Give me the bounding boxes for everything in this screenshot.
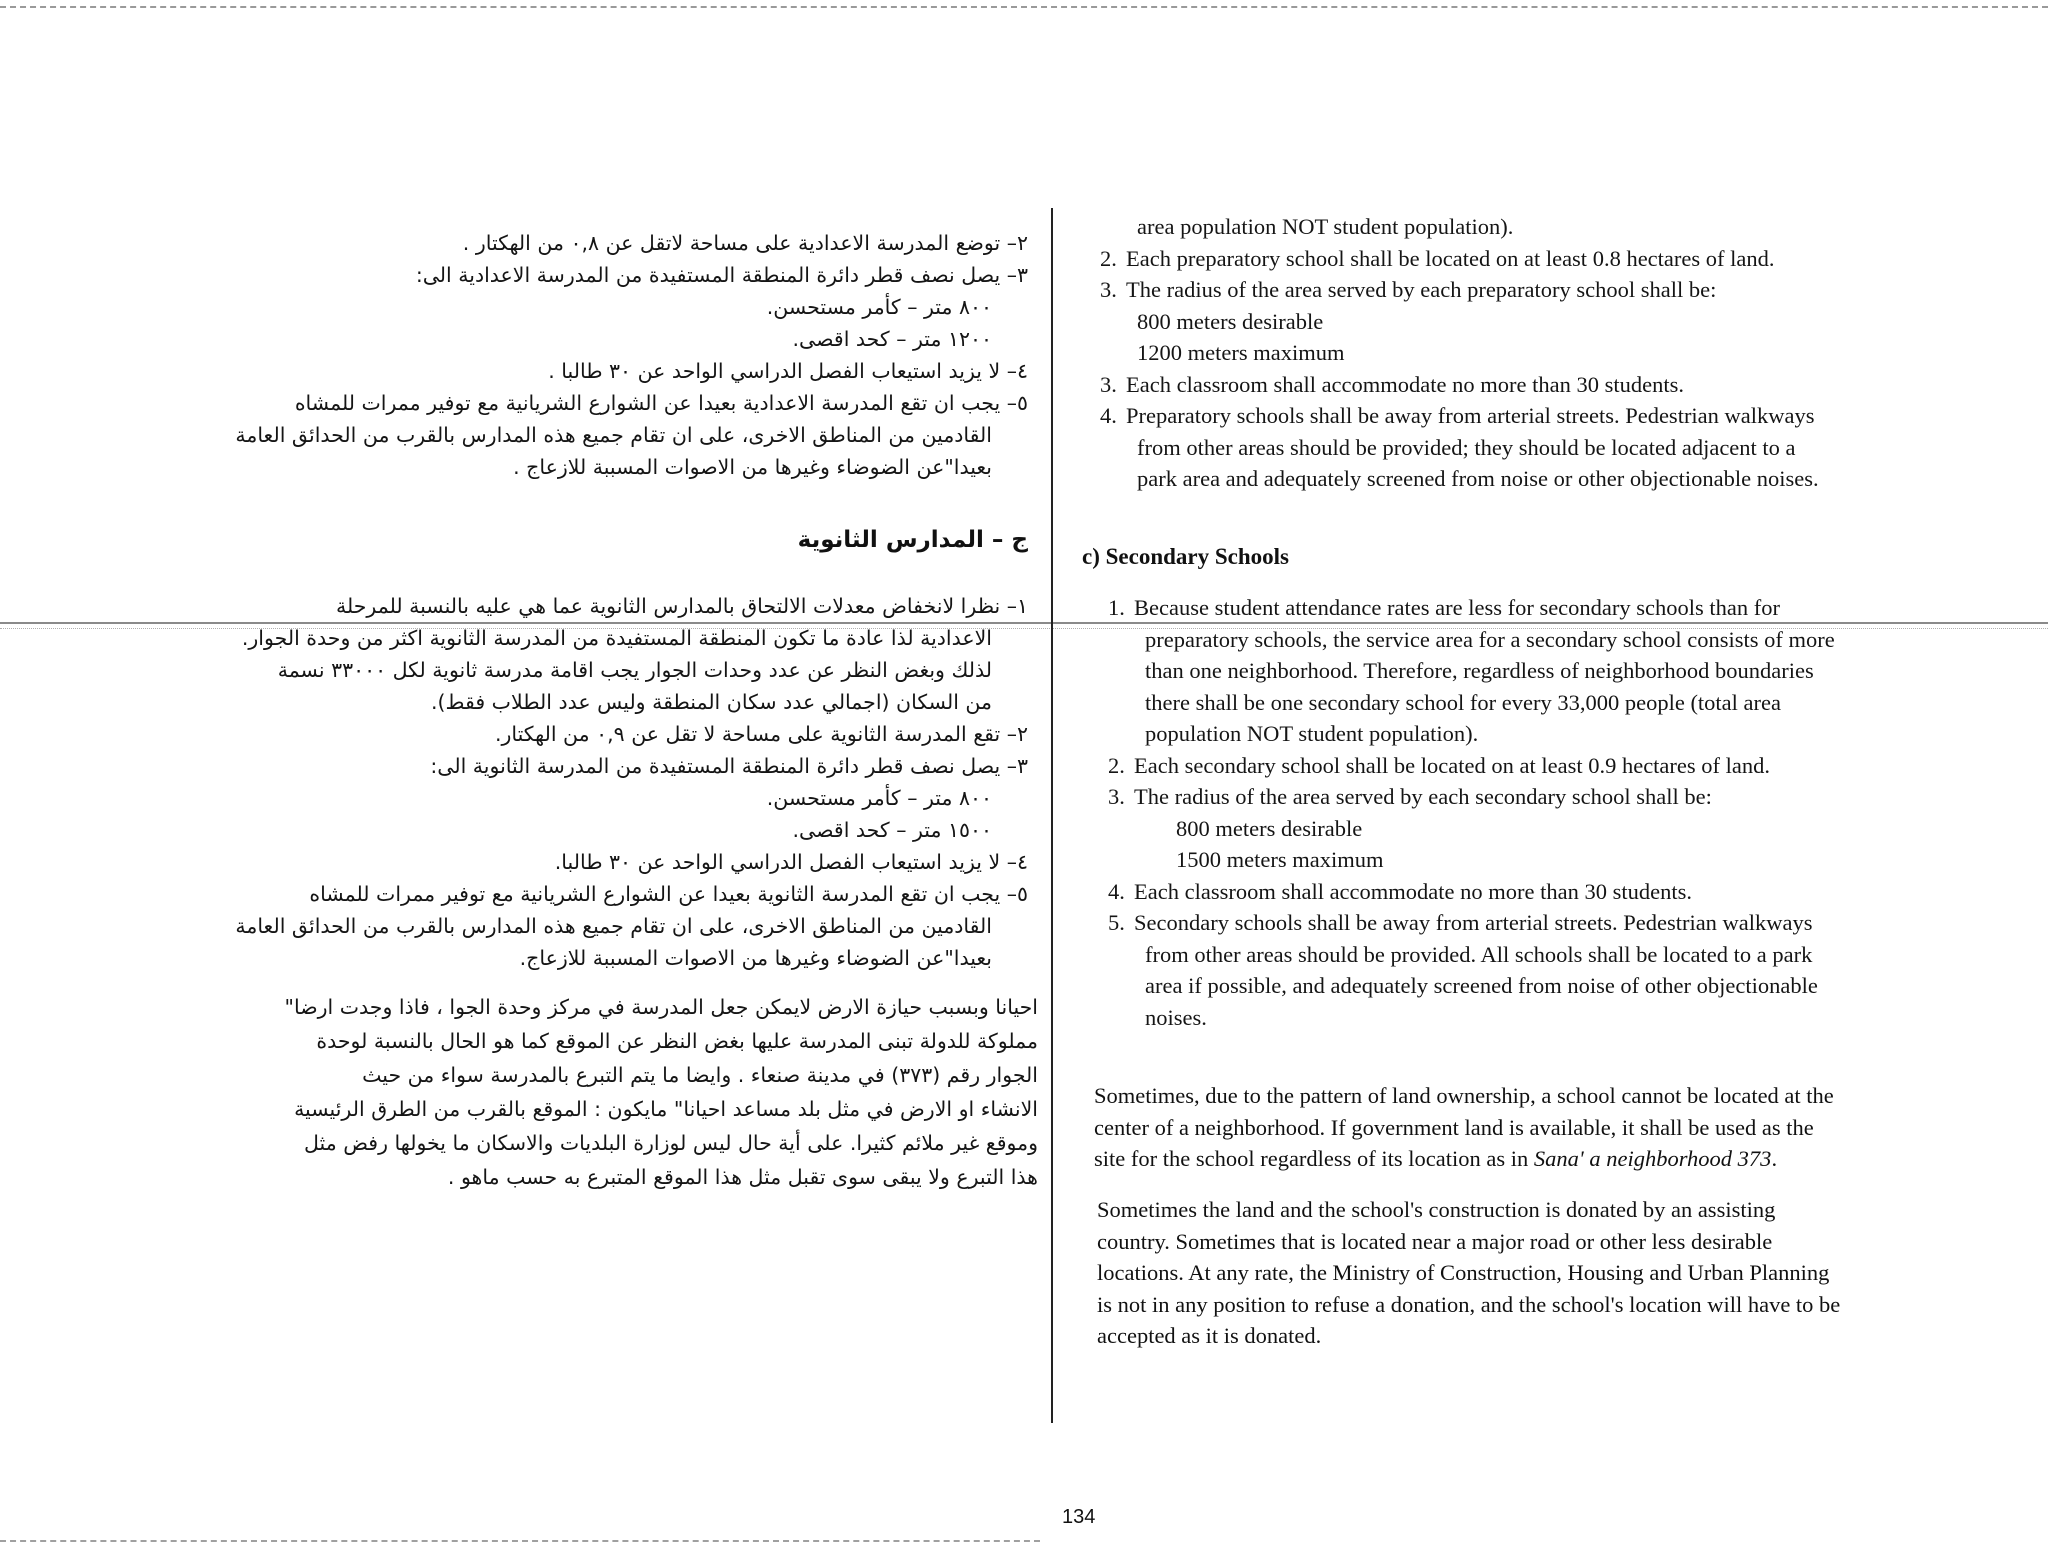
arabic-closing-paragraph [285, 990, 1038, 1194]
para-line: country. Sometimes that is located near a major road or other less desirable [1097, 1228, 1773, 1254]
para-line: center of a neighborhood. If government land is available, it shall be used as the [1094, 1114, 1814, 1140]
ar-prep-continuation: بعيدا"عن الضوضاء وغيرها من الاصوات المسببة للازعاج . [513, 455, 992, 479]
en-sec-text: 800 meters desirable [1176, 815, 1363, 841]
english-paragraph-land-ownership [1094, 1080, 1834, 1175]
en-sec-continuation [1108, 655, 1835, 687]
ar-closing-line: هذا التبرع ولا يبقى سوى تقبل مثل هذا الموقع المتبرع به حسب ماهو . [447, 1165, 1038, 1189]
ar-closing-line: الانشاء او الارض في مثل بلد مساعد احيانا" مايكون : الموقع بالقرب من الطرق الرئيسية [294, 1097, 1038, 1121]
ar-sec-subitem: ١٥٠٠ متر – كحد اقصى. [792, 818, 992, 842]
para-line: locations. At any rate, the Ministry of Construction, Housing and Urban Planning [1097, 1260, 1830, 1285]
en-prep-continuation [1100, 463, 1819, 495]
arabic-secondary-block [235, 590, 1028, 974]
en-sec-continuation [1108, 624, 1835, 656]
arabic-preparatory-block [235, 227, 1028, 483]
en-sec-text: from other areas should be provided. All schools shall be located to a park [1145, 941, 1813, 967]
en-prep-text: park area and adequately screened from noise or other objectionable noises. [1137, 466, 1819, 491]
en-sec-text: Each classroom shall accommodate no more than 30 students. [1134, 878, 1692, 904]
ar-prep-subitem: ٨٠٠ متر – كأمر مستحسن. [766, 295, 992, 319]
ar-closing-line: الجوار رقم (٣٧٣) في مدينة صنعاء . وايضا ما يتم التبرع بالمدرسة سواء من حيث [362, 1063, 1038, 1087]
en-prep-text: Each classroom shall accommodate no more than 30 students. [1126, 371, 1684, 397]
en-sec-continuation [1108, 718, 1835, 750]
item-number: 3. [1100, 277, 1117, 302]
en-prep-continuation [1100, 432, 1819, 464]
item-number: 5. [1108, 910, 1125, 935]
en-sec-continuation [1108, 939, 1835, 971]
english-preparatory-block [1100, 211, 1819, 495]
en-prep-item [1100, 400, 1819, 432]
ar-prep-subitem: ١٢٠٠ متر – كحد اقصى. [792, 327, 992, 351]
column-divider [1051, 208, 1053, 1423]
ar-sec-item: ٣– يصل نصف قطر دائرة المنطقة المستفيدة من المدرسة الثانوية الى: [430, 754, 1028, 778]
item-number: 2. [1108, 752, 1125, 778]
en-prep-text: Each preparatory school shall be located on at least 0.8 hectares of land. [1126, 245, 1775, 271]
en-prep-item [1100, 369, 1819, 401]
para-text: site for the school regardless of its location as in [1094, 1146, 1534, 1171]
ar-sec-continuation: من السكان (اجمالي عدد سكان المنطقة وليس عدد الطلاب فقط). [431, 690, 992, 714]
en-prep-text: 1200 meters maximum [1137, 340, 1345, 365]
para-line: Sometimes the land and the school's construction is donated by an assisting [1097, 1197, 1776, 1222]
scan-top-edge [0, 6, 2048, 8]
ar-sec-subitem: ٨٠٠ متر – كأمر مستحسن. [766, 786, 992, 810]
ar-sec-continuation: بعيدا"عن الضوضاء وغيرها من الاصوات المسببة للازعاج. [519, 946, 992, 970]
en-sec-text: 1500 meters maximum [1176, 847, 1384, 872]
para-line: is not in any position to refuse a donation, and the school's location will have to be [1097, 1291, 1841, 1317]
ar-sec-item: ١– نظرا لانخفاض معدلات الالتحاق بالمدارس الثانوية عما هي عليه بالنسبة للمرحلة [335, 594, 1028, 618]
en-sec-text: noises. [1145, 1004, 1207, 1030]
item-number: 1. [1108, 595, 1125, 620]
item-number: 3. [1100, 371, 1117, 397]
en-prep-text: The radius of the area served by each preparatory school shall be: [1126, 277, 1717, 302]
en-sec-text: Each secondary school shall be located on at least 0.9 hectares of land. [1134, 752, 1771, 778]
en-sec-text: Because student attendance rates are less for secondary schools than for [1134, 595, 1780, 620]
en-sec-text: than one neighborhood. Therefore, regardless of neighborhood boundaries [1145, 658, 1814, 683]
ar-prep-item: ٢– توضع المدرسة الاعدادية على مساحة لاتقل عن ٠,٨ من الهكتار . [462, 231, 1028, 255]
ar-sec-item: ٢– تقع المدرسة الثانوية على مساحة لا تقل عن ٠,٩ من الهكتار. [494, 722, 1028, 746]
en-sec-item [1108, 876, 1835, 908]
en-sec-text: The radius of the area served by each secondary school shall be: [1134, 784, 1712, 809]
item-number: 3. [1108, 784, 1125, 809]
en-sec-continuation [1108, 687, 1835, 719]
ar-closing-line: مملوكة للدولة تبنى المدرسة عليها بغض النظر عن الموقع كما هو الحال بالنسبة لوحدة [316, 1029, 1038, 1053]
english-secondary-block [1108, 592, 1835, 1033]
en-prep-subitem [1100, 306, 1819, 338]
ar-sec-continuation: لذلك وبغض النظر عن عدد وحدات الجوار يجب اقامة مدرسة ثانوية لكل ٣٣٠٠٠ نسمة [277, 658, 992, 682]
ar-sec-item: ٥– يجب ان تقع المدرسة الثانوية بعيدا عن الشوارع الشريانية مع توفير ممرات للمشاه [309, 882, 1028, 906]
en-sec-item [1108, 750, 1835, 782]
place-reference: Sana' a neighborhood 373 [1533, 1146, 1772, 1171]
para-line: accepted as it is donated. [1097, 1323, 1322, 1348]
ar-sec-item: ٤– لا يزيد استيعاب الفصل الدراسي الواحد عن ٣٠ طالبا. [554, 850, 1028, 874]
item-number: 2. [1100, 245, 1117, 271]
en-prep-subitem [1100, 337, 1819, 369]
ar-prep-item: ٤– لا يزيد استيعاب الفصل الدراسي الواحد عن ٣٠ طالبا . [548, 359, 1028, 383]
en-sec-item [1108, 592, 1835, 624]
en-sec-text: population NOT student population). [1145, 721, 1479, 746]
para-text: . [1771, 1146, 1778, 1171]
ar-sec-continuation: القادمين من المناطق الاخرى، على ان تقام جميع هذه المدارس بالقرب من الحدائق العامة [235, 914, 992, 938]
en-sec-continuation [1108, 1002, 1835, 1034]
en-prep-text: from other areas should be provided; they should be located adjacent to a [1137, 434, 1796, 460]
en-prep-text: Preparatory schools shall be away from arterial streets. Pedestrian walkways [1126, 403, 1815, 428]
en-sec-continuation [1108, 970, 1835, 1002]
en-sec-subitem [1108, 844, 1835, 876]
english-paragraph-donations [1097, 1194, 1840, 1352]
item-number: 4. [1100, 403, 1117, 428]
ar-prep-continuation: القادمين من المناطق الاخرى، على ان تقام جميع هذه المدارس بالقرب من الحدائق العامة [235, 423, 992, 447]
en-prep-continuation [1100, 211, 1819, 243]
en-prep-item [1100, 274, 1819, 306]
ar-sec-continuation: الاعدادية لذا عادة ما تكون المنطقة المستفيدة من المدرسة الثانوية اكثر من وحدة الجوار. [241, 626, 992, 650]
para-line [1094, 1143, 1834, 1175]
ar-prep-item: ٥– يجب ان تقع المدرسة الاعدادية بعيدا عن الشوارع الشريانية مع توفير ممرات للمشاه [294, 391, 1028, 415]
en-sec-text: preparatory schools, the service area for a secondary school consists of more [1145, 626, 1835, 652]
ar-prep-item: ٣– يصل نصف قطر دائرة المنطقة المستفيدة من المدرسة الاعدادية الى: [415, 263, 1028, 287]
en-sec-text: Secondary schools shall be away from arterial streets. Pedestrian walkways [1134, 910, 1813, 935]
en-prep-text: area population NOT student population). [1137, 214, 1514, 239]
en-sec-text: area if possible, and adequately screened from noise of other objectionable [1145, 973, 1818, 998]
para-line: Sometimes, due to the pattern of land ownership, a school cannot be located at the [1094, 1083, 1834, 1108]
en-prep-text: 800 meters desirable [1137, 308, 1324, 334]
en-prep-item [1100, 243, 1819, 275]
english-secondary-heading: c) Secondary Schools [1082, 544, 1289, 569]
en-sec-text: there shall be one secondary school for every 33,000 people (total area [1145, 689, 1781, 715]
arabic-secondary-heading: ج – المدارس الثانوية [797, 527, 1028, 553]
scan-bottom-edge [0, 1540, 1040, 1542]
ar-closing-line: احيانا وبسبب حيازة الارض لايمكن جعل المدرسة في مركز وحدة الجوا ، فاذا وجدت ارضا" [284, 995, 1038, 1019]
en-sec-subitem [1108, 813, 1835, 845]
en-sec-item [1108, 781, 1835, 813]
ar-closing-line: وموقع غير ملائم كثيرا. على أية حال ليس لوزارة البلديات والاسكان ما يخولها رفض مثل [303, 1131, 1038, 1155]
en-sec-item [1108, 907, 1835, 939]
page-number: 134 [1062, 1506, 1096, 1528]
item-number: 4. [1108, 878, 1125, 904]
